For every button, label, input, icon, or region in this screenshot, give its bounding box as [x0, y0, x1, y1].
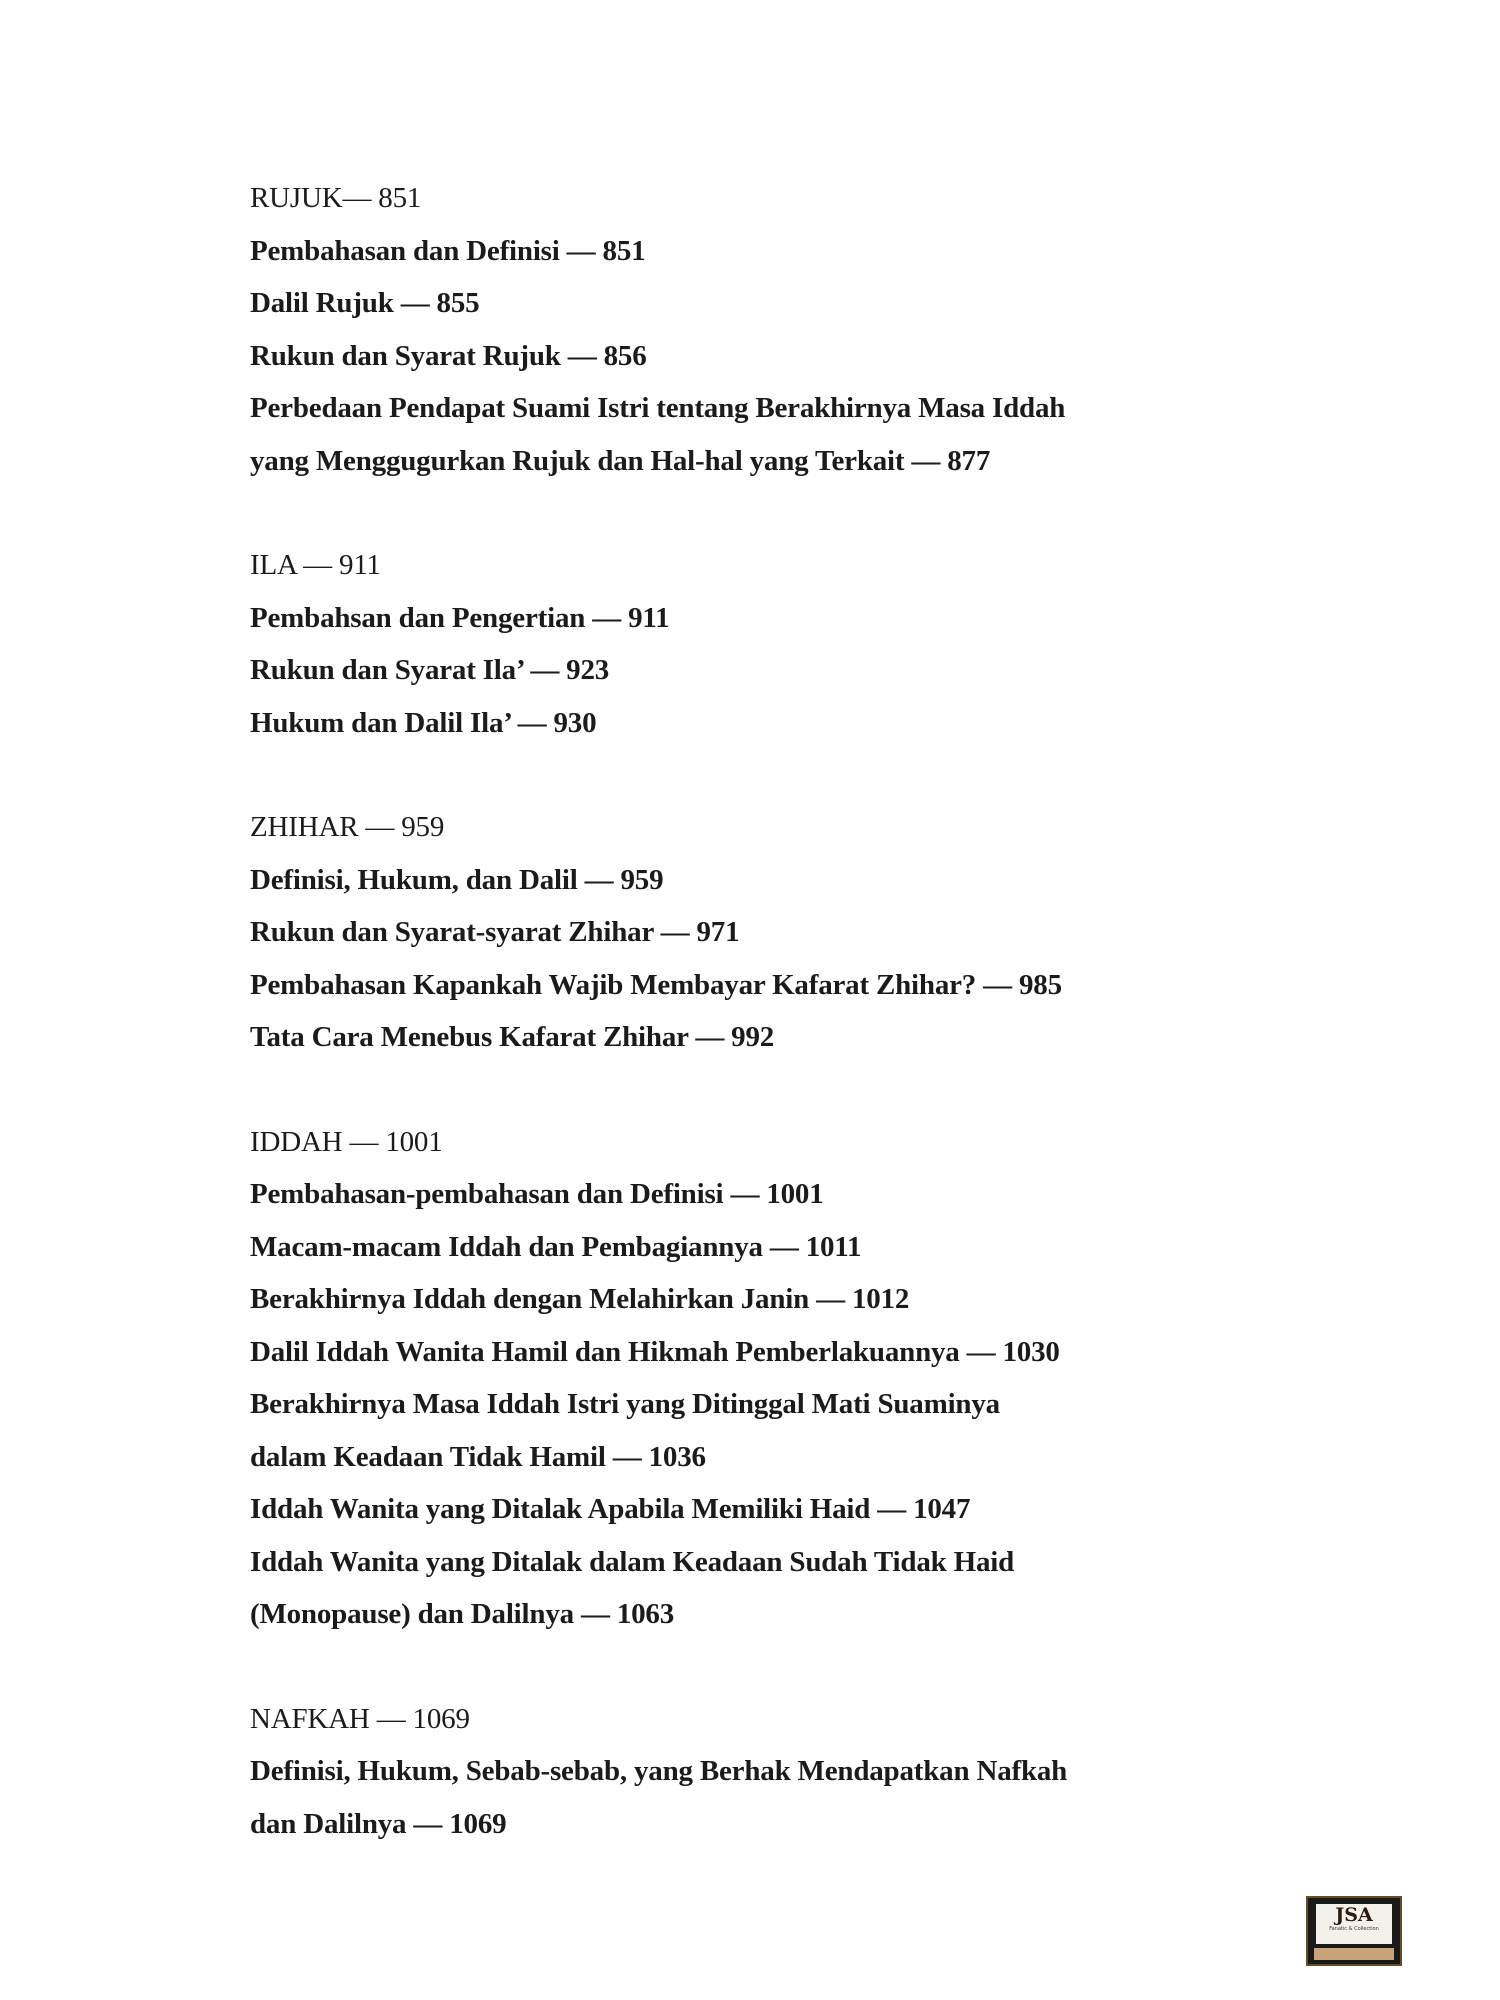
toc-entry: Berakhirnya Masa Iddah Istri yang Ditinggal Mati Suaminya [250, 1388, 1000, 1420]
section-heading: ZHIHAR — 959 [250, 811, 445, 843]
logo-title: JSA [1335, 1904, 1373, 1926]
toc-entry: Dalil Iddah Wanita Hamil dan Hikmah Pemberlakuannya — 1030 [250, 1335, 1060, 1368]
toc-entry: Iddah Wanita yang Ditalak dalam Keadaan Sudah Tidak Haid [250, 1545, 1015, 1578]
toc-entry: Berakhirnya Iddah dengan Melahirkan Janin — 1012 [250, 1283, 910, 1315]
toc-entry: Definisi, Hukum, dan Dalil — 959 [250, 863, 664, 896]
section-heading: ILA — 911 [250, 549, 381, 581]
section-heading: NAFKAH — 1069 [250, 1702, 470, 1735]
logo-base [1314, 1948, 1394, 1960]
toc-entry: Pembahasan dan Definisi — 851 [250, 234, 646, 267]
toc-entry: (Monopause) dan Dalilnya — 1063 [250, 1598, 675, 1630]
section-heading: IDDAH — 1001 [250, 1125, 443, 1158]
toc-entry: Rukun dan Syarat Ila’ — 923 [250, 654, 610, 686]
toc-entry: Rukun dan Syarat-syarat Zhihar — 971 [250, 916, 740, 948]
toc-entry: Definisi, Hukum, Sebab-sebab, yang Berhak Mendapatkan Nafkah [250, 1755, 1068, 1787]
toc-entry: Pembahsan dan Pengertian — 911 [250, 601, 670, 634]
toc-entry: Iddah Wanita yang Ditalak Apabila Memiliki Haid — 1047 [250, 1493, 971, 1525]
toc-entry: Macam-macam Iddah dan Pembagiannya — 1011 [250, 1230, 862, 1263]
table-of-contents [250, 172, 1300, 1850]
toc-section-iddah [250, 1116, 1300, 1641]
toc-entry: Tata Cara Menebus Kafarat Zhihar — 992 [250, 1021, 775, 1053]
toc-entry: yang Menggugurkan Rujuk dan Hal-hal yang Terkait — 877 [250, 444, 991, 477]
toc-section-ila [250, 539, 1300, 749]
logo-subtitle: Fanatic & Collection [1329, 1926, 1379, 1932]
toc-section-zhihar [250, 801, 1300, 1064]
toc-section-nafkah [250, 1693, 1300, 1851]
jsa-logo [1306, 1896, 1402, 1966]
toc-entry: Perbedaan Pendapat Suami Istri tentang Berakhirnya Masa Iddah [250, 392, 1066, 424]
toc-entry: Pembahasan-pembahasan dan Definisi — 1001 [250, 1178, 824, 1210]
toc-entry: Rukun dan Syarat Rujuk — 856 [250, 339, 647, 372]
toc-entry: Dalil Rujuk — 855 [250, 287, 480, 319]
toc-entry: Hukum dan Dalil Ila’ — 930 [250, 706, 597, 739]
section-heading: RUJUK— 851 [250, 182, 422, 214]
toc-section-rujuk [250, 172, 1300, 487]
logo-plate [1316, 1904, 1392, 1944]
toc-entry: dan Dalilnya — 1069 [250, 1807, 507, 1840]
toc-entry: dalam Keadaan Tidak Hamil — 1036 [250, 1440, 706, 1473]
toc-entry: Pembahasan Kapankah Wajib Membayar Kafarat Zhihar? — 985 [250, 968, 1062, 1001]
